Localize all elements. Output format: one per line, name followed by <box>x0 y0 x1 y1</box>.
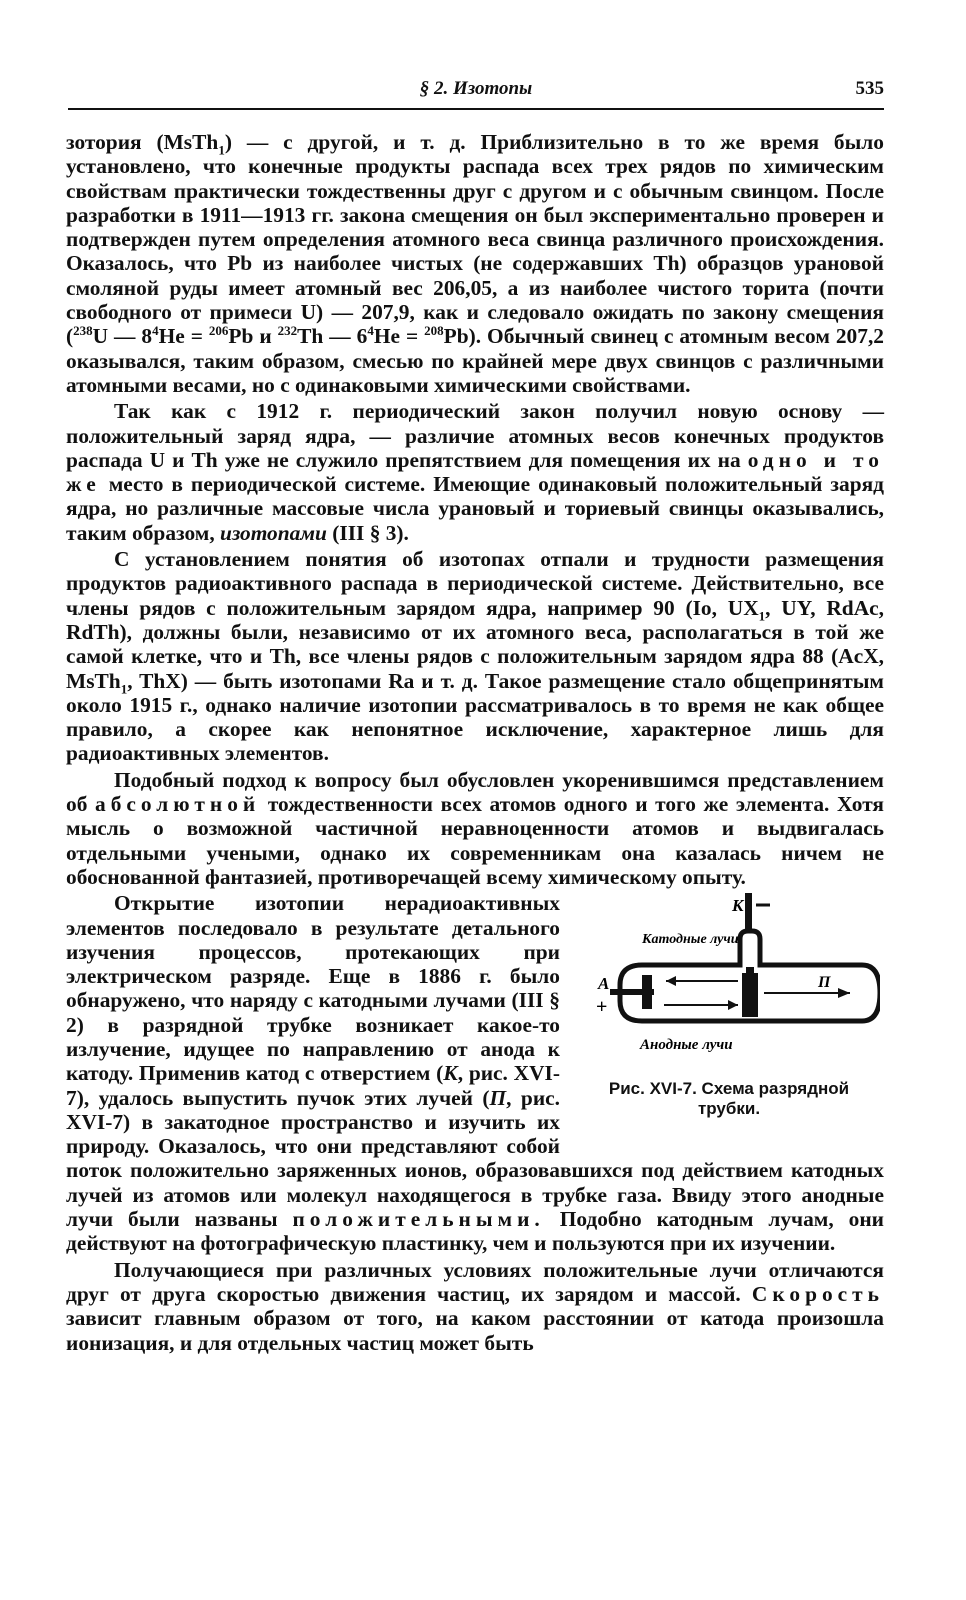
body-text <box>66 130 884 1357</box>
cathode-rays-arrowhead <box>666 976 676 986</box>
label-p: П <box>818 974 831 992</box>
canal-rays-arrowhead <box>838 988 850 998</box>
label-k: К <box>732 896 744 916</box>
label-a: А <box>598 974 610 994</box>
caption-line-2: трубки. <box>697 1099 761 1119</box>
anode-plate <box>642 975 652 1009</box>
label-anode-rays: Анодные лучи <box>640 1037 733 1054</box>
cathode-stem <box>745 893 752 933</box>
paragraph-6: Получающиеся при различных условиях положительные лучи отличаются друг от друга скоростью движения частиц, их зарядом и массой. Скорость зависит главным образом от того, на каком расстоянии от катода произошла ионизация, и для отдельных частиц может быть <box>66 1257 884 1355</box>
discharge-tube-figure <box>574 893 884 1135</box>
paragraph-5: Открытие изотопии нерадиоактивных элементов последовало в результате детального изучения процессов, протекающих при электрическом разряде. Еще в 1886 г. было обнаружено, что наряду с катодными лучами (III § 2) в разрядной трубке возникает какое-то излучение, идущее по направлению от анода к катоду. Применив катод с отверстием (К, рис. XVI-7), удалось выпустить пучок этих лучей (П, рис. XVI-7) в закатодное пространство и изучить их природу. Оказалось, что они представляют собой поток положительно заряженных ионов, образовавшихся под действием катодных лучей из атомов или молекул находящегося в трубке газа. Ввиду этого анодные лучи были названы положительными. Подобно катодным лучам, они действуют на фотографическую пластинку, чем и пользуются при их изучении. <box>66 891 884 1256</box>
paragraph-3: С установлением понятия об изотопах отпали и трудности размещения продуктов радиоактивного распада в периодической системе. Действительно, все члены рядов с положительным зарядом ядра, например 90 (Io, $UX_1$, UY, RdAc, RdTh), должны были, независимо от их атомного веса, располагаться в той же самой клетке, что и Th, все члены рядов с положительным зарядом ядра 88 (AcX, MsTh$_1$, ThX) — быть изотопами Ra и т. д. Такое размещение стало общепринятым около 1915 г., однако наличие изотопии рассматривалось в то время не как общее правило, а скорее как непонятное исключение, характерное лишь для радиоактивных элементов. <box>66 547 884 766</box>
page-number: 535 <box>855 78 884 99</box>
discharge-tube-diagram <box>580 893 880 1073</box>
label-plus: + <box>596 996 608 1019</box>
page-header <box>68 78 884 110</box>
running-title: § 2. Изотопы <box>419 78 533 99</box>
figure-caption <box>574 1079 884 1119</box>
anode-rays-arrowhead <box>728 1000 738 1010</box>
paragraph-4: Подобный подход к вопросу был обусловлен укоренившимся представлением об абсолютной тождественности всех атомов одного и того же элемента. Хотя мысль о возможной частичной неравноценности атомов и выдвигалась отдельными учеными, однако их современникам она казалась ничем не обоснованной фантазией, противоречащей всему химическому опыту. <box>66 767 884 889</box>
cathode-plate <box>742 973 758 1017</box>
paragraph-2: Так как с 1912 г. периодический закон получил новую основу — положительный заряд ядра, — различие атомных весов конечных продуктов распада U и Th уже не служило препятствием для помещения их на одно и то же место в периодической системе. Имеющие одинаковый положительный заряд ядра, но различные массовые числа урановый и ториевый свинцы оказывались, таким образом, изотопами (III § 3). <box>66 399 884 545</box>
label-cathode-rays: Катодные лучи <box>642 932 739 948</box>
paragraph-1: зотория (MsTh$_1$) — с другой, и т. д. Приблизительно в то же время было установлено, что конечные продукты распада всех трех рядов по химическим свойствам практически тождественны друг с другом и с обычным свинцом. После разработки в 1911—1913 гг. закона смещения он был экспериментально проверен и подтвержден путем определения атомного веса свинца различного происхождения. Оказалось, что Pb из наиболее чистых (не содержавших Th) образцов урановой смоляной руды имеет атомный вес 206,05, а из наиболее чистого торита (почти свободного от примеси U) — 207,9, как и следовало ожидать по закону смещения ($^{238}$U — $8^4He = ^{206}Pb$ и $^{232}$Th — $6^4He = ^{208}Pb$). Обычный свинец с атомным весом 207,2 оказывался, таким образом, смесью по крайней мере двух свинцов с различными атомными весами, но с одинаковыми химическими свойствами. <box>66 130 885 397</box>
caption-line-1: Рис. XVI-7. Схема разрядной <box>608 1079 850 1099</box>
cathode-neck <box>746 967 754 979</box>
